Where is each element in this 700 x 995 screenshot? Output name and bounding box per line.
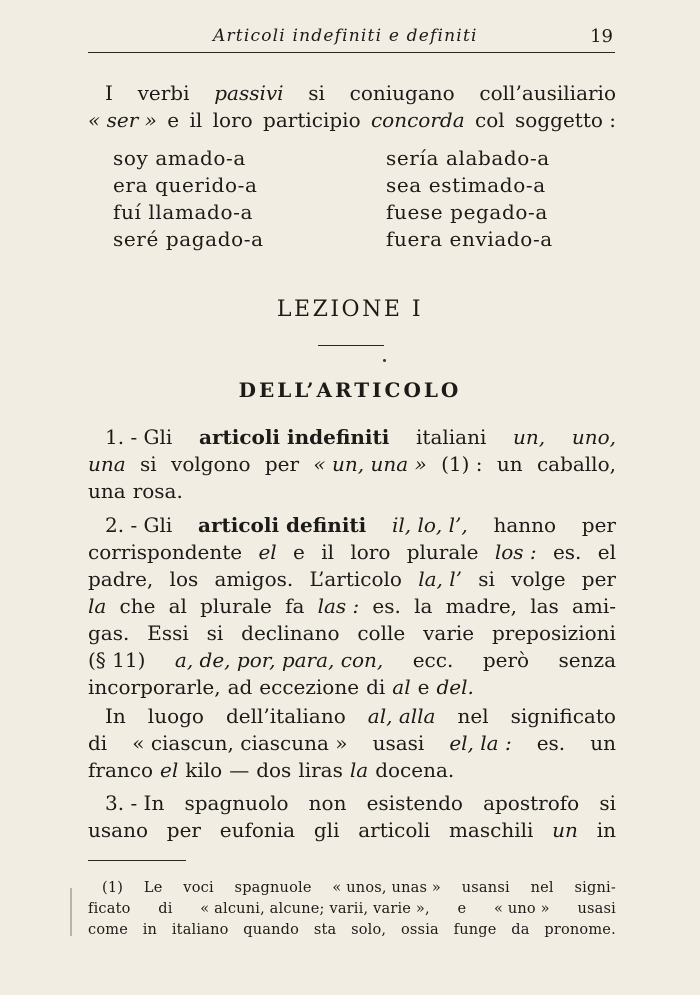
word: ossia <box>400 922 439 938</box>
italic-term: del. <box>436 675 474 699</box>
word: eccezione <box>259 675 360 699</box>
word: il <box>189 108 203 132</box>
word: corrispondente <box>88 540 243 564</box>
text-line <box>88 703 616 730</box>
italic-term: una <box>88 452 126 476</box>
word: 1. - Gli <box>105 425 173 449</box>
word: Le <box>143 880 163 896</box>
word: apostrofo <box>483 791 580 815</box>
page-number: 19 <box>590 26 613 47</box>
word: 3. - In <box>105 791 165 815</box>
word: la <box>414 594 433 618</box>
conjugation-item: fuera enviado-a <box>386 227 553 251</box>
text-line <box>88 566 616 593</box>
paragraph-3 <box>88 703 616 784</box>
conjugation-table <box>113 145 573 255</box>
word: docena. <box>375 758 455 782</box>
word: padre, <box>88 567 154 591</box>
word: varie <box>423 621 475 645</box>
italic-term: la <box>349 758 369 782</box>
italic-term: « ser » <box>88 108 157 132</box>
word: madre, <box>445 594 518 618</box>
word: pronome. <box>544 922 616 938</box>
word: coll’ausiliario <box>479 81 616 105</box>
word: solo, <box>351 922 387 938</box>
word: spagnuolo <box>184 791 289 815</box>
word: las <box>530 594 559 618</box>
word: fa <box>285 594 305 618</box>
paragraph-2 <box>88 512 616 701</box>
lesson-rule <box>318 345 384 346</box>
text-line <box>88 620 616 647</box>
word: si <box>140 452 157 476</box>
word: funge <box>453 922 497 938</box>
word: non <box>308 791 347 815</box>
footnote-line <box>88 899 616 920</box>
word: usasi <box>577 901 616 917</box>
word: di <box>158 901 173 917</box>
word: usansi <box>461 880 510 896</box>
word: es. <box>536 731 566 755</box>
word: di <box>88 731 108 755</box>
text-line <box>88 512 616 539</box>
italic-term: concorda <box>370 108 465 132</box>
lesson-title: LEZIONE I <box>276 297 424 322</box>
word: che <box>119 594 156 618</box>
bold-term: articoli indefiniti <box>198 425 390 449</box>
word: ficato <box>88 901 131 917</box>
text-line <box>88 451 616 478</box>
word: (1) : <box>441 452 483 476</box>
word: usasi <box>372 731 425 755</box>
word: loro <box>212 108 253 132</box>
word: da <box>511 922 530 938</box>
word: (§ 11) <box>88 648 146 672</box>
italic-term: al <box>392 675 411 699</box>
footnote-line <box>88 878 616 899</box>
bold-term: articoli definiti <box>198 513 367 537</box>
footnote <box>88 878 616 941</box>
italic-term: passivi <box>214 81 284 105</box>
word: (1) <box>102 880 124 896</box>
word: per <box>581 513 616 537</box>
text-line <box>88 107 616 134</box>
italic-term: « un, una » <box>313 452 427 476</box>
word: « uno » <box>493 901 550 917</box>
word: liras <box>298 758 343 782</box>
word: coniugano <box>349 81 455 105</box>
header-rule <box>88 52 615 53</box>
word: però <box>482 648 530 672</box>
word: e <box>293 540 305 564</box>
word: verbi <box>137 81 190 105</box>
text-line <box>88 757 616 784</box>
word: hanno <box>493 513 557 537</box>
text-line <box>88 80 616 107</box>
word: al <box>168 594 187 618</box>
conjugation-item: fuí llamado-a <box>113 200 253 224</box>
italic-term: el <box>160 758 179 782</box>
word: participio <box>263 108 361 132</box>
italic-term: a, de, por, para, con, <box>174 648 384 672</box>
text-line <box>88 424 616 451</box>
word: in <box>596 818 616 842</box>
word: per <box>166 818 201 842</box>
footnote-rule <box>88 860 186 861</box>
text-line <box>88 674 616 701</box>
word: usano <box>88 818 148 842</box>
word: soggetto : <box>515 108 616 132</box>
word: I <box>105 81 113 105</box>
word: per <box>264 452 300 476</box>
word: col <box>475 108 505 132</box>
word: kilo <box>185 758 223 782</box>
italic-term: uno, <box>571 425 616 449</box>
word: rosa. <box>132 479 183 503</box>
word: volge <box>511 567 566 591</box>
word: « alcuni, alcune; varii, varie », <box>200 901 430 917</box>
word: declinano <box>241 621 340 645</box>
intro-paragraph <box>88 80 616 134</box>
scan-edge-mark <box>70 888 72 936</box>
word: plurale <box>406 540 479 564</box>
word: articoli <box>358 818 431 842</box>
italic-term: las : <box>317 594 360 618</box>
word: gas. <box>88 621 130 645</box>
word: significato <box>510 704 616 728</box>
word: esistendo <box>366 791 463 815</box>
word: 2. - Gli <box>105 513 173 537</box>
word: ad <box>227 675 253 699</box>
word: si <box>599 791 616 815</box>
word: maschili <box>448 818 534 842</box>
word: nel <box>457 704 489 728</box>
word: una <box>88 479 126 503</box>
italic-term: un <box>552 818 578 842</box>
word: in <box>142 922 158 938</box>
word: es. <box>552 540 582 564</box>
italic-term: al, alla <box>367 704 436 728</box>
word: caballo, <box>536 452 616 476</box>
word: e <box>457 901 467 917</box>
word: loro <box>350 540 391 564</box>
word: Essi <box>147 621 189 645</box>
running-header <box>88 22 615 54</box>
word: ami- <box>571 594 616 618</box>
word: e <box>417 675 430 699</box>
running-title: Articoli indefiniti e definiti <box>213 26 478 46</box>
word: nel <box>530 880 554 896</box>
conjugation-item: seré pagado-a <box>113 227 264 251</box>
word: voci <box>183 880 214 896</box>
conjugation-column-left <box>113 145 264 253</box>
word: come <box>88 922 128 938</box>
text-line <box>88 647 616 674</box>
word: si <box>308 81 325 105</box>
ornament-dot <box>383 359 386 362</box>
word: « unos, unas » <box>332 880 441 896</box>
word: « ciascun, ciascuna » <box>132 731 348 755</box>
word: si <box>478 567 495 591</box>
word: italiano <box>171 922 229 938</box>
text-line <box>88 730 616 757</box>
word: amigos. <box>214 567 294 591</box>
word: ecc. <box>412 648 454 672</box>
word: luogo <box>147 704 204 728</box>
word: dos <box>256 758 292 782</box>
word: senza <box>558 648 616 672</box>
footnote-line <box>88 920 616 941</box>
conjugation-item: sea estimado-a <box>386 173 546 197</box>
word: In <box>105 704 126 728</box>
text-line <box>88 593 616 620</box>
italic-term: el, la : <box>449 731 512 755</box>
italic-term: un, <box>513 425 546 449</box>
text-line <box>88 539 616 566</box>
italic-term: el <box>258 540 277 564</box>
word: colle <box>357 621 406 645</box>
word: per <box>581 567 616 591</box>
text-line <box>88 790 616 817</box>
word: incorporarle, <box>88 675 221 699</box>
word: e <box>167 108 180 132</box>
paragraph-1 <box>88 424 616 505</box>
word: sta <box>313 922 337 938</box>
word: los <box>169 567 199 591</box>
word: italiani <box>416 425 487 449</box>
word: el <box>597 540 616 564</box>
word: preposizioni <box>491 621 616 645</box>
word: volgono <box>171 452 251 476</box>
word: gli <box>313 818 340 842</box>
conjugation-item: sería alabado-a <box>386 146 550 170</box>
word: franco <box>88 758 154 782</box>
word: es. <box>372 594 401 618</box>
conjugation-item: fuese pegado-a <box>386 200 548 224</box>
word: signi- <box>574 880 616 896</box>
word: un <box>590 731 616 755</box>
text-line <box>88 478 616 505</box>
italic-term: los : <box>494 540 537 564</box>
conjugation-column-right <box>386 145 553 253</box>
italic-term: il, lo, l’, <box>391 513 468 537</box>
conjugation-item: era querido-a <box>113 173 258 197</box>
word: L’articolo <box>309 567 402 591</box>
word: di <box>366 675 386 699</box>
italic-term: la <box>88 594 107 618</box>
word: quando <box>243 922 300 938</box>
italic-term: la, l’ <box>418 567 462 591</box>
paragraph-4 <box>88 790 616 844</box>
text-line <box>88 817 616 844</box>
word: dell’italiano <box>225 704 346 728</box>
word: un <box>496 452 523 476</box>
word: — <box>229 758 250 782</box>
word: spagnuole <box>234 880 312 896</box>
section-title: DELL’ARTICOLO <box>238 378 462 402</box>
word: si <box>206 621 224 645</box>
word: il <box>321 540 334 564</box>
word: eufonia <box>219 818 296 842</box>
conjugation-item: soy amado-a <box>113 146 246 170</box>
word: plurale <box>200 594 272 618</box>
